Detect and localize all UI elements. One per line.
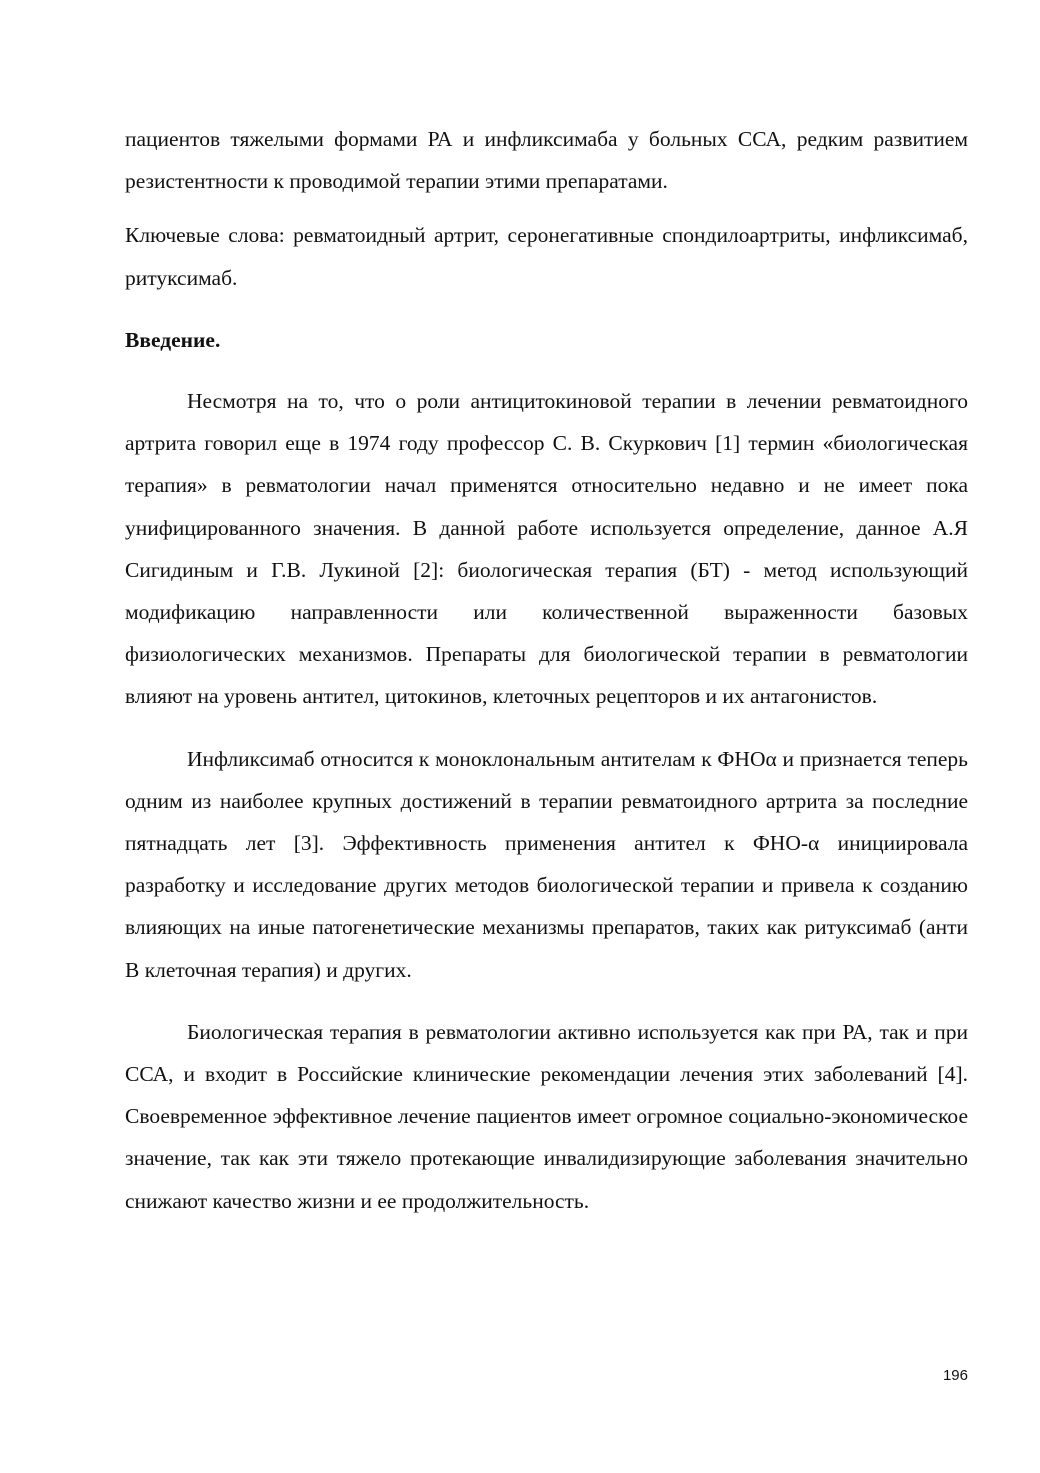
page-body	[125, 118, 968, 1242]
section-heading: Введение.	[125, 327, 221, 352]
continuation-paragraph: пациентов тяжелыми формами РА и инфликсимаба у больных ССА, редким развитием резистентности к проводимой терапии этими препаратами.	[125, 127, 968, 194]
body-paragraph: Несмотря на то, что о роли антицитокиновой терапии в лечении ревматоидного артрита говорил еще в 1974 году профессор С. В. Скуркович [1] термин «биологическая терапия» в ревматологии начал применятся относительно недавно и не имеет пока унифицированного значения. В данной работе используется определение, данное А.Я Сигидиным и Г.В. Лукиной [2]: биологическая терапия (БТ) - метод использующий модификацию направленности или количественной выраженности базовых физиологических механизмов. Препараты для биологической терапии в ревматологии влияют на уровень антител, цитокинов, клеточных рецепторов и их антагонистов.	[125, 389, 968, 709]
page-number: 196	[942, 1367, 968, 1384]
body-paragraph: Биологическая терапия в ревматологии активно используется как при РА, так и при ССА, и входит в Российские клинические рекомендации лечения этих заболеваний [4]. Своевременное эффективное лечение пациентов имеет огромное социально-экономическое значение, так как эти тяжело протекающие инвалидизирующие заболевания значительно снижают качество жизни и ее продолжительность.	[125, 1019, 968, 1213]
body-paragraph: Инфликсимаб относится к моноклональным антителам к ФНОα и признается теперь одним из наиболее крупных достижений в терапии ревматоидного артрита за последние пятнадцать лет [3]. Эффективность применения антител к ФНО-α инициировала разработку и исследование других методов биологической терапии и привела к созданию влияющих на иные патогенетические механизмы препаратов, таких как ритуксимаб (анти B клеточная терапия) и других.	[125, 746, 968, 982]
keywords-paragraph: Ключевые слова: ревматоидный артрит, серонегативные спондилоартриты, инфликсимаб, ритуксимаб.	[125, 223, 968, 290]
